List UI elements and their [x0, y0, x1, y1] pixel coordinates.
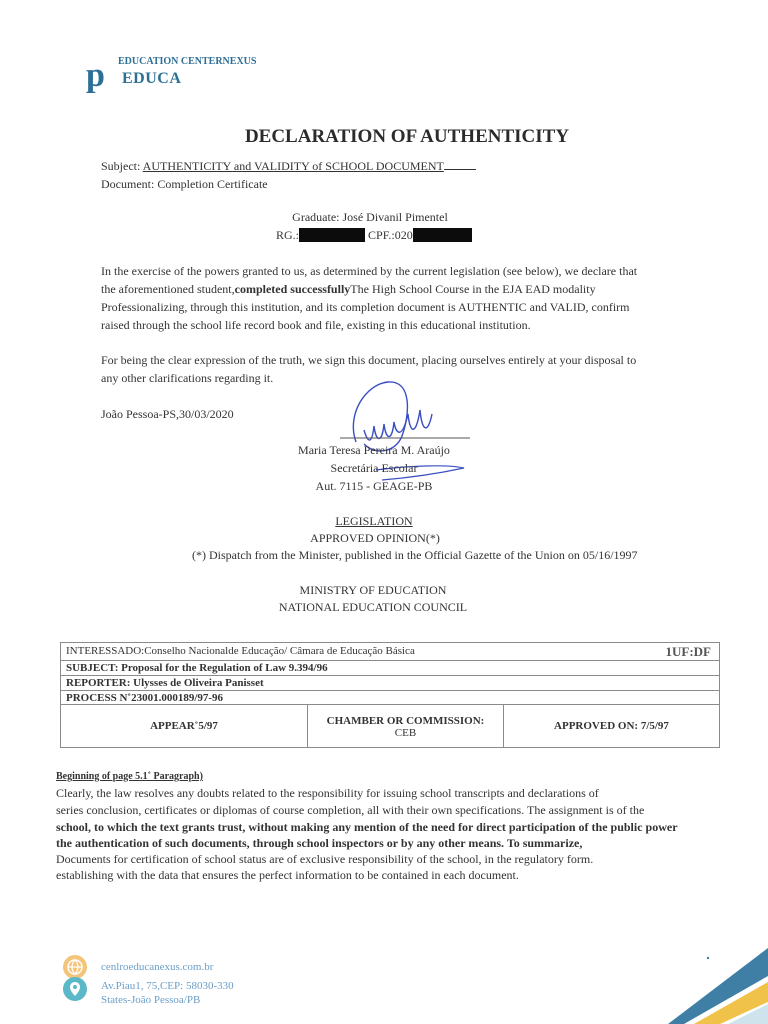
table-cell-appear: APPEAR˚5/97 — [61, 705, 308, 748]
excerpt-line-6: establishing with the data that ensures the perfect information to be contained in each document. — [56, 868, 519, 882]
uf-label: 1UF:DF — [665, 644, 711, 659]
excerpt-line-2: series conclusion, certificates or diplomas of course completion, all with their own specifications. The assignment is of the — [56, 803, 645, 817]
paragraph-2-line-1: For being the clear expression of the truth, we sign this document, placing ourselves entirely at your disposal to — [101, 353, 637, 367]
council-line: NATIONAL EDUCATION COUNCIL — [278, 600, 468, 614]
id-line — [276, 226, 472, 244]
cpf-label: CPF.:020 — [368, 228, 413, 242]
footer-website[interactable]: cenlroeducanexus.com.br — [101, 961, 214, 973]
table-row-process: PROCESS N˚23001.000189/97-96 — [61, 691, 719, 705]
footer-address-line-1: Av.Piau1, 75,CEP: 58030-330 — [101, 980, 234, 992]
ministry-line: MINISTRY OF EDUCATION — [299, 583, 447, 597]
subject-underline — [444, 157, 476, 170]
signer-authorization: Aut. 7115 - GEAGE-PB — [315, 479, 433, 493]
paragraph-1-line-1: In the exercise of the powers granted to us, as determined by the current legislation (see below), we declare that — [101, 264, 638, 278]
excerpt-line-1: Clearly, the law resolves any doubts related to the responsibility for issuing school transcripts and declarations of — [56, 786, 599, 800]
graduate-line: Graduate: José Divanil Pimentel — [292, 210, 448, 224]
subject-line — [101, 157, 476, 175]
footer-address-line-2: States-João Pessoa/PB — [101, 994, 201, 1006]
org-short-name: EDUCA — [122, 70, 182, 87]
place-date: João Pessoa-PS,30/03/2020 — [101, 407, 234, 421]
excerpt-line-5: Documents for certification of school status are of exclusive responsibility of the school, in the regulatory form. — [56, 852, 594, 866]
globe-icon — [63, 955, 87, 979]
p1-text-a: the aforementioned student, — [101, 282, 235, 296]
table-row-subject: SUBJECT: Proposal for the Regulation of Law 9.394/96 — [61, 661, 719, 676]
approved-opinion: APPROVED OPINION(*) — [310, 531, 440, 545]
corner-decoration — [664, 944, 768, 1024]
paragraph-2-line-2: any other clarifications regarding it. — [101, 371, 274, 385]
paragraph-1-line-2 — [101, 280, 596, 298]
subject-value: AUTHENTICITY and VALIDITY of SCHOOL DOCUMENT — [142, 159, 444, 173]
org-name: EDUCATION CENTERNEXUS — [118, 56, 257, 67]
cpf-redacted: 775.918-87 — [414, 228, 470, 242]
rg-redacted: 3.076.807-8- — [301, 228, 364, 242]
signer-name: Maria Teresa Pereira M. Araújo — [298, 443, 450, 457]
document-title: DECLARATION OF AUTHENTICITY — [244, 126, 570, 147]
interessado-text: INTERESSADO:Conselho Nacionalde Educação/ Câmara de Educação Básica — [66, 645, 415, 657]
subject-label: Subject: — [101, 159, 143, 173]
paragraph-1-line-4: raised through the school life record book and file, existing in this educational institution. — [101, 318, 531, 332]
paragraph-1-line-3: Professionalizing, through this institution, and its completion document is AUTHENTIC and VALID, confirm — [101, 300, 630, 314]
location-pin-icon — [63, 977, 87, 1001]
dispatch-note: (*) Dispatch from the Minister, published in the Official Gazette of the Union on 05/16/1997 — [192, 548, 638, 562]
logo-letter: p — [86, 57, 105, 94]
process-table — [60, 642, 720, 748]
p1-completed-emphasis: completed successfully — [234, 282, 351, 296]
table-row-interessado — [61, 643, 719, 661]
rg-label: RG.: — [276, 228, 300, 242]
table-cell-chamber — [308, 705, 504, 748]
chamber-label: CHAMBER OR COMMISSION: — [326, 715, 485, 727]
chamber-value: CEB — [394, 727, 417, 739]
excerpt-line-4: the authentication of such documents, through school inspectors or by any other means. To summarize, — [56, 836, 583, 850]
signer-role: Secretária Escolar — [330, 461, 418, 475]
document-line: Document: Completion Certificate — [101, 177, 268, 191]
table-cell-approved-on: APPROVED ON: 7/5/97 — [554, 720, 669, 732]
legislation-heading: LEGISLATION — [335, 514, 413, 528]
excerpt-heading: Beginning of page 5.1˚ Paragraph) — [56, 771, 203, 782]
table-row-reporter: REPORTER: Ulysses de Oliveira Panisset — [61, 676, 719, 691]
p1-text-c: The High School Course in the EJA EAD modality — [350, 282, 596, 296]
excerpt-line-3: school, to which the text grants trust, without making any mention of the need for direct participation of the public power — [56, 820, 678, 834]
